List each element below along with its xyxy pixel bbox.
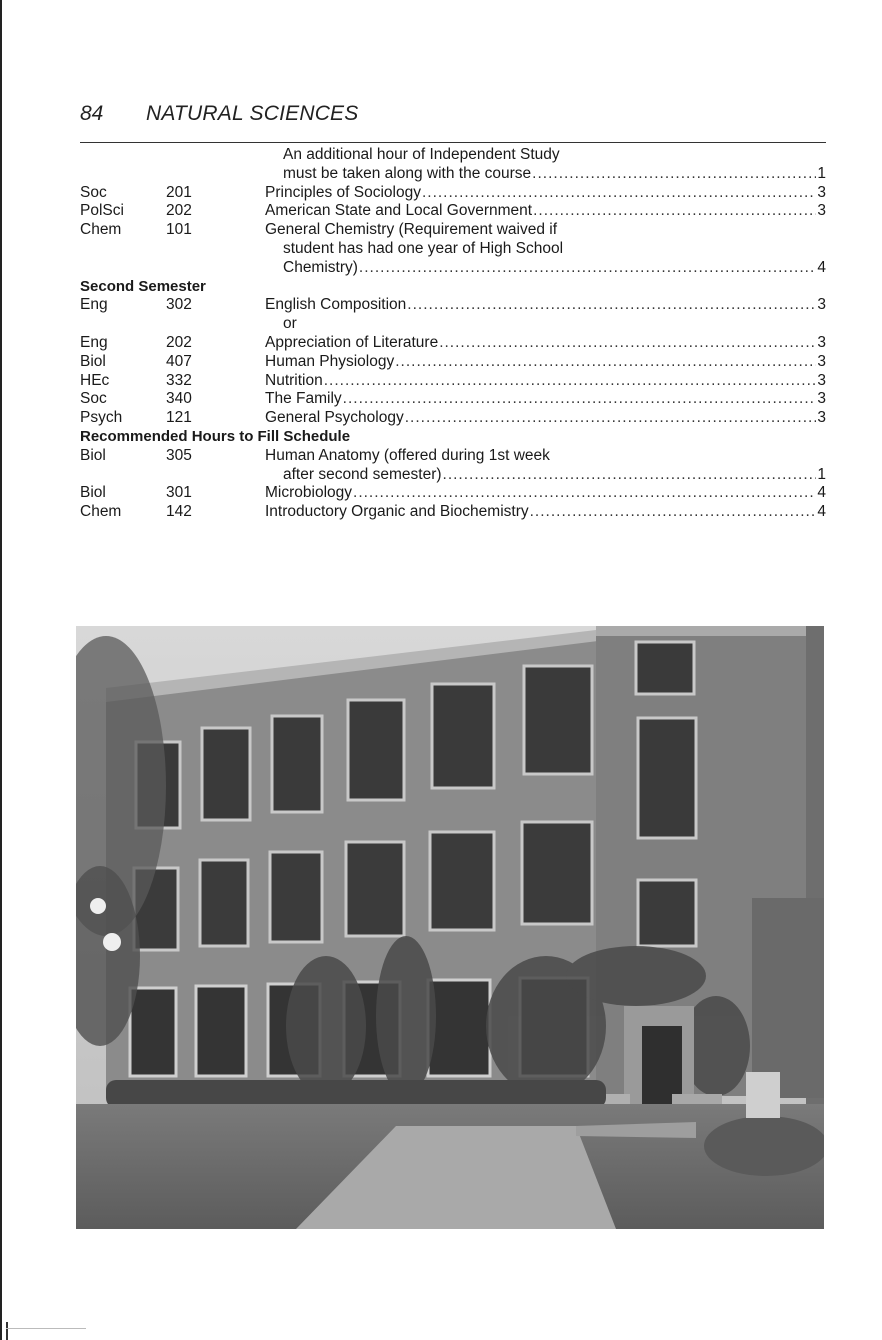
course-title: Human Anatomy (offered during 1st week <box>265 446 550 464</box>
page-header <box>80 102 826 132</box>
course-number: 202 <box>166 202 192 220</box>
building-photo-icon <box>76 626 824 1229</box>
course-dept: Eng <box>80 296 108 314</box>
course-title: English Composition <box>265 296 407 314</box>
course-dept: PolSci <box>80 202 124 220</box>
course-dept: Eng <box>80 333 108 351</box>
scan-edge <box>0 0 2 1340</box>
credit-hours: 3 <box>817 371 826 389</box>
course-title: The Family <box>265 390 342 408</box>
section-heading-recommended: Recommended Hours to Fill Schedule <box>80 427 351 445</box>
course-number: 121 <box>166 409 192 427</box>
course-number: 142 <box>166 503 192 521</box>
course-description: must be taken along with the course <box>283 164 532 182</box>
course-description: Chemistry) <box>283 258 358 276</box>
dot-leader <box>422 184 816 203</box>
course-title: Introductory Organic and Biochemistry <box>265 503 529 521</box>
dot-leader <box>407 296 816 315</box>
dot-leader <box>530 503 817 522</box>
course-row <box>80 372 826 391</box>
credit-hours: 4 <box>817 258 826 276</box>
course-dept: Soc <box>80 390 107 408</box>
dot-leader <box>324 372 817 391</box>
page-number: 84 <box>80 102 104 125</box>
list-item <box>80 466 826 485</box>
list-item <box>80 165 826 184</box>
course-row <box>80 202 826 221</box>
header-rule <box>80 142 826 143</box>
dot-leader <box>532 165 816 184</box>
course-title: Human Physiology <box>265 352 395 370</box>
course-description: An additional hour of Independent Study <box>283 146 560 163</box>
course-row <box>80 184 826 203</box>
list-item <box>80 259 826 278</box>
course-row <box>80 503 826 522</box>
course-dept: Biol <box>80 484 106 502</box>
course-number: 407 <box>166 352 192 370</box>
course-number: 101 <box>166 221 192 239</box>
list-item <box>80 240 826 259</box>
list-item <box>80 315 826 334</box>
or-separator: or <box>283 315 297 333</box>
course-description: student has had one year of High School <box>283 239 564 257</box>
scan-mark-line <box>6 1328 86 1329</box>
dot-leader <box>353 484 816 503</box>
dot-leader <box>359 259 816 278</box>
course-row <box>80 409 826 428</box>
credit-hours: 1 <box>817 465 826 483</box>
course-title: Microbiology <box>265 484 353 502</box>
credit-hours: 3 <box>817 333 826 351</box>
dot-leader <box>443 466 817 485</box>
building-photo <box>76 626 824 1229</box>
course-title: Appreciation of Literature <box>265 333 439 351</box>
course-dept: HEc <box>80 371 110 389</box>
course-dept: Biol <box>80 446 106 464</box>
course-row <box>80 447 826 466</box>
credit-hours: 3 <box>817 352 826 370</box>
course-row <box>80 353 826 372</box>
page-title: NATURAL SCIENCES <box>146 102 359 125</box>
dot-leader <box>343 390 817 409</box>
course-title: American State and Local Government <box>265 202 533 220</box>
course-number: 301 <box>166 484 192 502</box>
course-dept: Soc <box>80 183 107 201</box>
list-item <box>80 146 826 165</box>
course-title: Principles of Sociology <box>265 183 421 201</box>
course-dept: Psych <box>80 409 123 427</box>
course-dept: Chem <box>80 221 122 239</box>
course-number: 201 <box>166 183 192 201</box>
course-number: 340 <box>166 390 192 408</box>
credit-hours: 3 <box>817 183 826 201</box>
course-number: 302 <box>166 296 192 314</box>
course-title: General Chemistry (Requirement waived if <box>265 221 558 239</box>
course-description: after second semester) <box>283 465 442 483</box>
course-row <box>80 296 826 315</box>
course-title: Nutrition <box>265 371 323 389</box>
credit-hours: 3 <box>817 390 826 408</box>
credit-hours: 4 <box>817 503 826 521</box>
course-list <box>80 146 826 522</box>
course-number: 305 <box>166 446 192 464</box>
dot-leader <box>395 353 816 372</box>
course-row <box>80 390 826 409</box>
dot-leader <box>533 202 816 221</box>
credit-hours: 3 <box>817 409 826 427</box>
section-heading-second-semester: Second Semester <box>80 277 206 295</box>
course-title: General Psychology <box>265 409 404 427</box>
credit-hours: 1 <box>817 164 826 182</box>
course-row <box>80 334 826 353</box>
course-row <box>80 221 826 240</box>
credit-hours: 3 <box>817 202 826 220</box>
course-dept: Chem <box>80 503 122 521</box>
credit-hours: 3 <box>817 296 826 314</box>
credit-hours: 4 <box>817 484 826 502</box>
dot-leader <box>405 409 817 428</box>
course-number: 202 <box>166 333 192 351</box>
dot-leader <box>439 334 816 353</box>
scan-mark <box>6 1322 8 1340</box>
course-number: 332 <box>166 371 192 389</box>
course-dept: Biol <box>80 352 106 370</box>
course-row <box>80 484 826 503</box>
